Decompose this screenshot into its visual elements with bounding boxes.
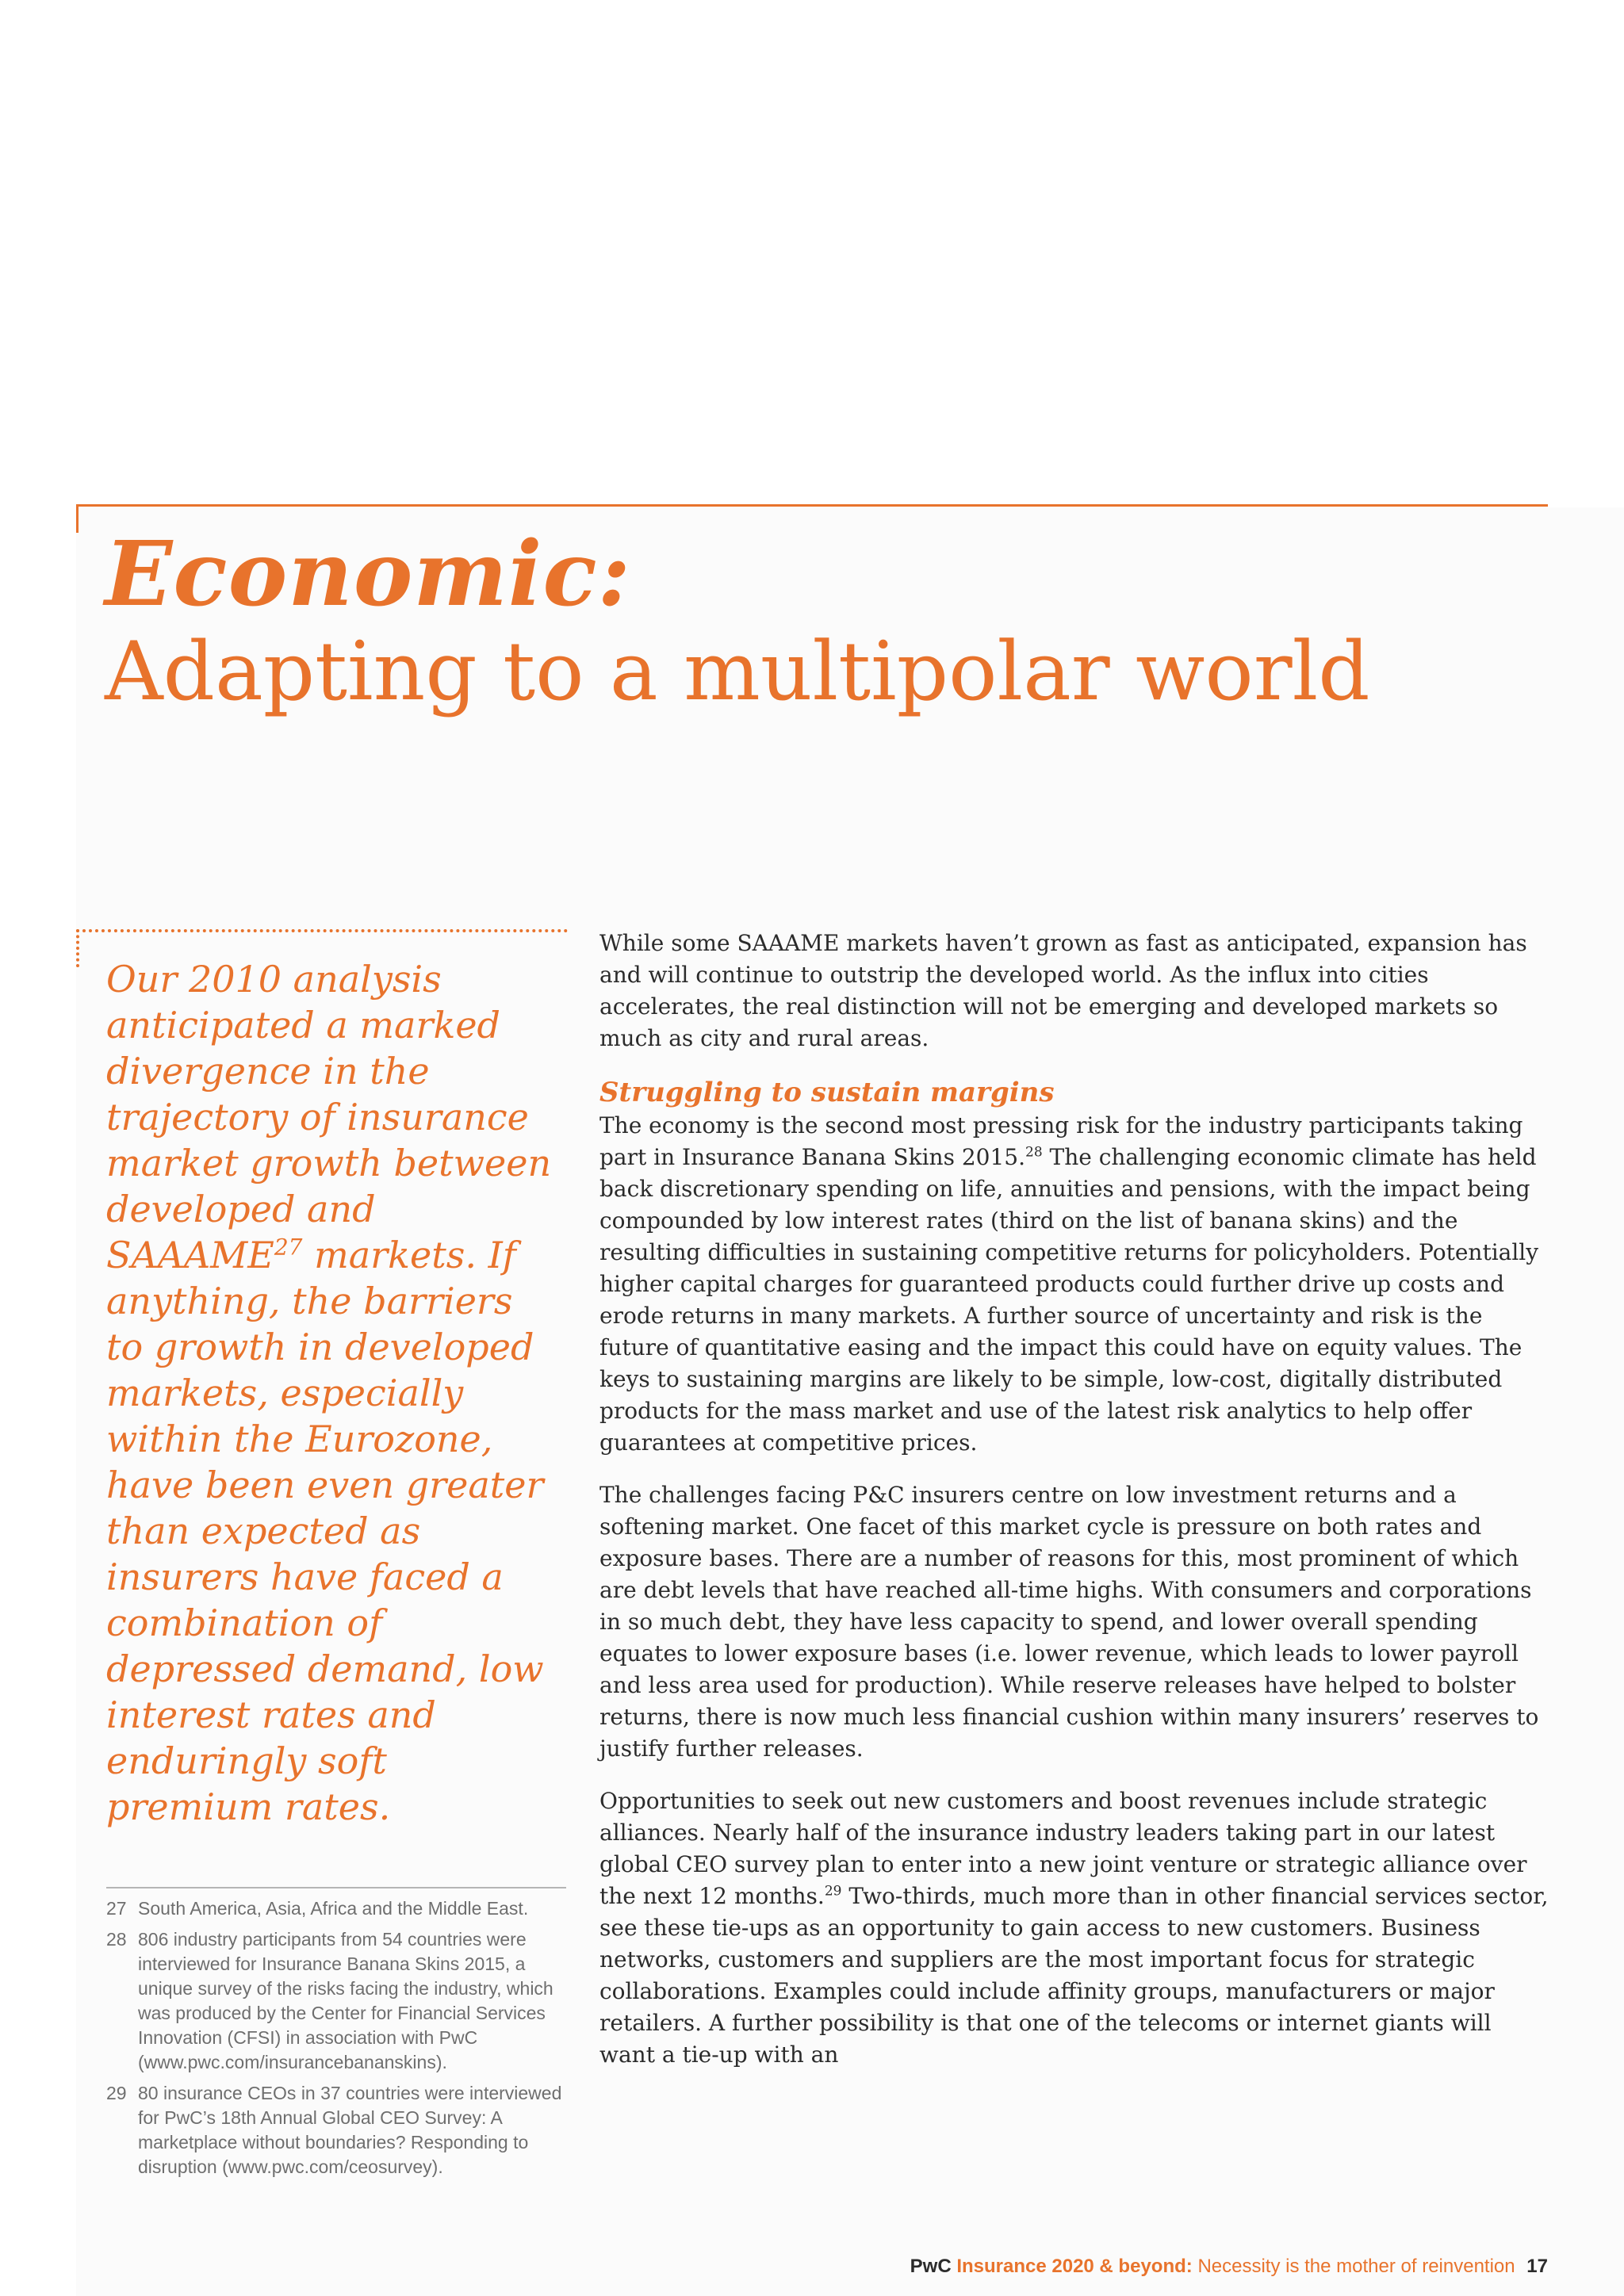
section-heading: Struggling to sustain margins: [599, 1077, 1055, 1108]
pull-quote: [106, 956, 558, 1830]
paragraph-text: The challenging economic climate has held back discretionary spending on life, annuities and pensions, with the impact being compounded by low interest rates (third on the list of banana skins) and the resulting difficulties in sustaining competitive returns for policyholders. Potentially higher capital charges for guaranteed products could further drive up costs and erode returns in many markets. A further source of uncertainty and risk is the future of quantitative easing and the impact this could have on equity values. The keys to sustaining margins are likely to be simple, low-cost, digitally distributed products for the mass market and use of the latest risk analytics to help offer guarantees at competitive prices.: [599, 1144, 1539, 1456]
title-frame-rule: [76, 504, 1548, 507]
pull-quote-footnote-ref[interactable]: 27: [274, 1234, 303, 1261]
page-footer: [910, 2255, 1548, 2279]
body-paragraph: [599, 1110, 1551, 1459]
page-subtitle: Adapting to a multipolar world: [105, 625, 1370, 719]
footnote-number: 29: [106, 2083, 127, 2103]
footnote-text: 806 industry participants from 54 countries were interviewed for Insurance Banana Skins 2015, a unique survey of the risks facing the industry, which was produced by the Center for Financial Services Innovation (CFSI) in association with PwC (www.pwc.com/insurancebananskins).: [138, 1929, 553, 2072]
footnote-ref[interactable]: 28: [1025, 1144, 1043, 1161]
footnote-item: [106, 1927, 566, 2075]
page-number: 17: [1526, 2256, 1548, 2277]
footnotes: [106, 1896, 566, 2186]
body-column: [599, 928, 1551, 2091]
footnote-text: South America, Asia, Africa and the Middle East.: [138, 1898, 529, 1919]
pull-quote-dotted-corner: [76, 929, 79, 967]
footnote-number: 27: [106, 1898, 127, 1919]
paragraph-text: Opportunities to seek out new customers and boost revenues include strategic alliances. Nearly half of the insurance industry leaders taking part in our latest global CEO survey plan to enter into a new joint venture or strategic alliance over the next 12 months.: [599, 1788, 1527, 1909]
paragraph-text: Two-thirds, much more than in other financial services sector, see these tie-ups as an opportunity to gain access to new customers. Business networks, customers and suppliers are the most important focus for strategic collaborations. Examples could include affinity groups, manufacturers or major retailers. A further possibility is that one of the telecoms or internet giants will want a tie-up with an: [599, 1883, 1549, 2068]
body-paragraph: The challenges facing P&C insurers centre on low investment returns and a softening market. One facet of this market cycle is pressure on both rates and exposure bases. There are a number of reasons for this, most prominent of which are debt levels that have reached all-time highs. With consumers and corporations in so much debt, they have less capacity to spend, and lower overall spending equates to lower exposure bases (i.e. lower revenue, which leads to lower payroll and less area used for production). While reserve releases have helped to bolster returns, there is now much less financial cushion within many insurers’ reserves to justify further releases.: [599, 1482, 1539, 1762]
footnote-divider: [106, 1887, 566, 1888]
footer-tagline: Necessity is the mother of reinvention: [1197, 2256, 1515, 2277]
pull-quote-text-start: Our 2010 analysis anticipated a marked divergence in the trajectory of insurance market growth between developed and SAAAME: [106, 958, 552, 1276]
footnote-text: 80 insurance CEOs in 37 countries were interviewed for PwC’s 18th Annual Global CEO Survey: A marketplace without boundaries? Responding to disruption (www.pwc.com/ceosurvey).: [138, 2083, 562, 2177]
footnote-item: [106, 1896, 566, 1921]
title-frame-corner: [76, 504, 79, 533]
paragraph-text: The economy is the second most pressing risk for the industry participants taking part in Insurance Banana Skins 2015.: [599, 1112, 1523, 1170]
footer-brand: PwC: [910, 2256, 952, 2277]
pull-quote-dotted-rule: [76, 929, 568, 932]
footnote-ref[interactable]: 29: [824, 1883, 842, 1900]
body-paragraph: [599, 1785, 1551, 2071]
footer-publication: Insurance 2020 & beyond:: [956, 2256, 1193, 2277]
footnote-item: [106, 2081, 566, 2179]
intro-paragraph: While some SAAAME markets haven’t grown as fast as anticipated, expansion has and will continue to outstrip the developed world. As the influx into cities accelerates, the real distinction will not be emerging and developed markets so much as city and rural areas.: [599, 930, 1527, 1051]
page-title: Economic:: [105, 522, 631, 626]
footnote-number: 28: [106, 1929, 127, 1950]
pull-quote-text-end: markets. If anything, the barriers to growth in developed markets, especially within the Eurozone, have been even greater than expected as insurers have faced a combination of depressed demand, low interest rates and enduringly soft premium rates.: [106, 1234, 544, 1828]
